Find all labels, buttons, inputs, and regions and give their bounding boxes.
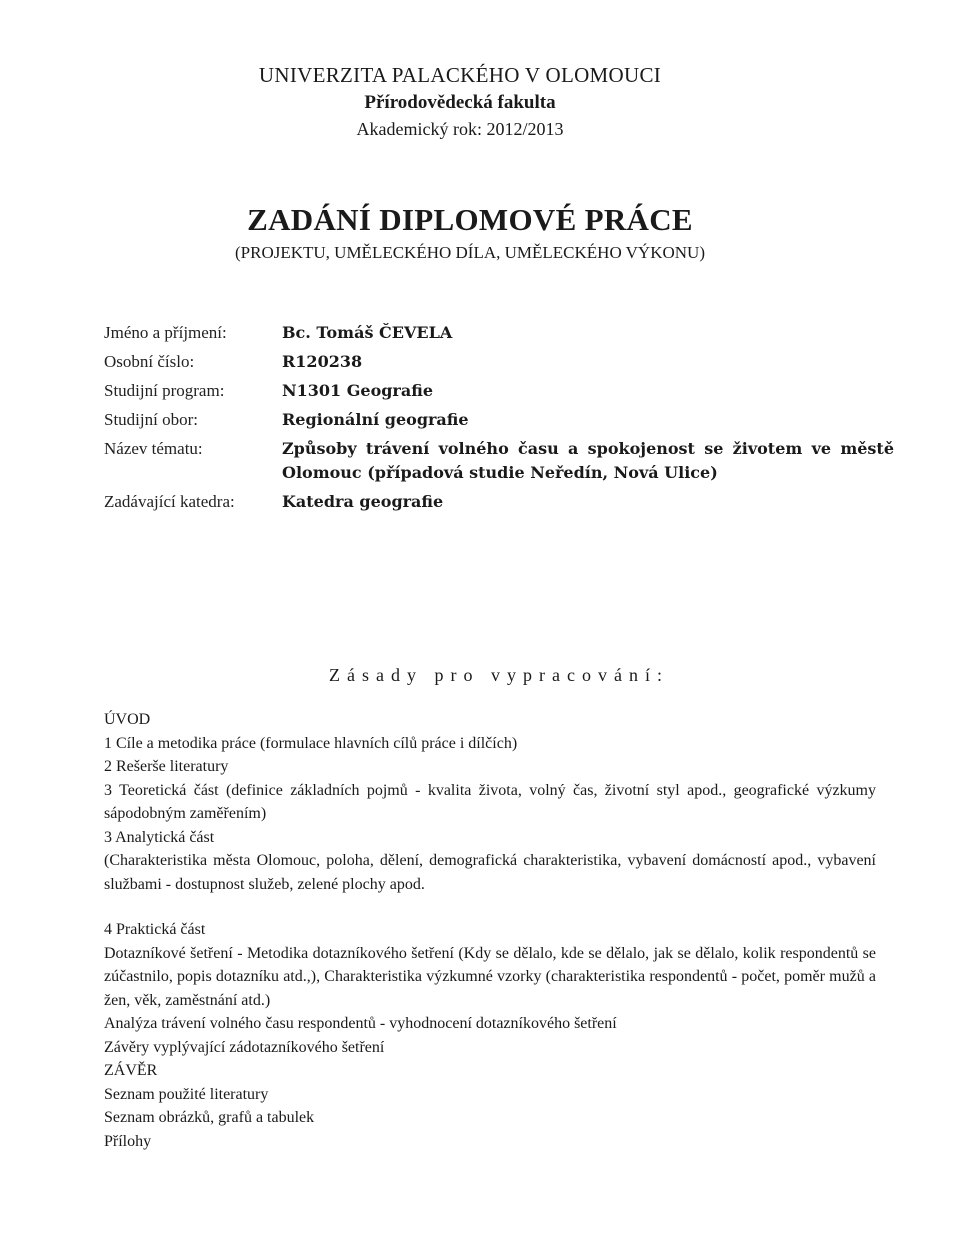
- university-name: UNIVERZITA PALACKÉHO V OLOMOUCI: [258, 63, 662, 87]
- field-value: Katedra geografie: [282, 492, 444, 511]
- field-row-study-program: [104, 376, 894, 405]
- field-label: Zadávající katedra:: [104, 492, 235, 511]
- principles-line: Závěry vyplývající zádotazníkového šetření: [104, 1038, 385, 1056]
- field-label: Studijní program:: [104, 381, 225, 400]
- spacer: [104, 896, 876, 918]
- faculty-name: Přírodovědecká fakulta: [364, 92, 556, 113]
- field-value: R120238: [282, 352, 363, 371]
- principles-line: 3 Teoretická část (definice základních pojmů - kvalita života, volný čas, životní styl apod., geografické výzkumy sápodobným zaměřením): [104, 781, 876, 822]
- academic-year: Akademický rok: 2012/2013: [356, 119, 564, 139]
- field-label: Studijní obor:: [104, 410, 198, 429]
- document-header: [0, 60, 960, 142]
- principles-line: Seznam použité literatury: [104, 1085, 269, 1103]
- principles-line: Dotazníkové šetření - Metodika dotazníkového šetření (Kdy se dělalo, kde se dělalo, jak se dělalo, kolik respondentů se zúčastnilo, popis dotazníku atd.,), Charakteristika výzkumné vzorky (charakteristika respondentů - počet, poměr mužů a žen, věk, zaměstnání atd.): [104, 944, 876, 1009]
- principles-line: Přílohy: [104, 1132, 152, 1150]
- principles-heading-text: Zásady pro vypracování:: [329, 665, 669, 685]
- principles-line: 1 Cíle a metodika práce (formulace hlavních cílů práce i dílčích): [104, 734, 518, 752]
- principles-body: [104, 708, 876, 1153]
- principles-line: ZÁVĚR: [104, 1062, 158, 1079]
- principles-heading: [0, 665, 960, 686]
- field-value: Bc. Tomáš ČEVELA: [282, 323, 453, 342]
- field-row-department: [104, 487, 894, 516]
- principles-line: 4 Praktická část: [104, 921, 206, 938]
- field-row-topic: [104, 434, 894, 487]
- principles-line: 3 Analytická část: [104, 828, 215, 846]
- field-row-study-field: [104, 405, 894, 434]
- field-value: Regionální geografie: [282, 410, 469, 429]
- principles-line: (Charakteristika města Olomouc, poloha, dělení, demografická charakteristika, vybavení domácností apod., vybavení službami - dostupnost služeb, zelené plochy apod.: [104, 852, 876, 893]
- principles-line: 2 Rešerše literatury: [104, 758, 229, 775]
- field-label: Osobní číslo:: [104, 352, 195, 371]
- field-row-personal-number: [104, 347, 894, 376]
- student-info-table: [104, 318, 894, 516]
- principles-line: Seznam obrázků, grafů a tabulek: [104, 1109, 315, 1126]
- title-main: ZADÁNÍ DIPLOMOVÉ PRÁCE: [247, 202, 693, 237]
- field-row-name: [104, 318, 894, 347]
- field-value: Způsoby trávení volného času a spokojenost se životem ve městě Olomouc (případová studie Neředín, Nová Ulice): [282, 439, 894, 482]
- principles-line: Analýza trávení volného času respondentů - vyhodnocení dotazníkového šetření: [104, 1015, 617, 1032]
- field-label: Název tématu:: [104, 439, 203, 458]
- field-label: Jméno a příjmení:: [104, 323, 227, 342]
- document-title: [0, 200, 960, 266]
- title-subtitle: (PROJEKTU, UMĚLECKÉHO DÍLA, UMĚLECKÉHO VÝKONU): [235, 243, 705, 262]
- principles-line: ÚVOD: [104, 711, 151, 728]
- field-value: N1301 Geografie: [282, 381, 434, 400]
